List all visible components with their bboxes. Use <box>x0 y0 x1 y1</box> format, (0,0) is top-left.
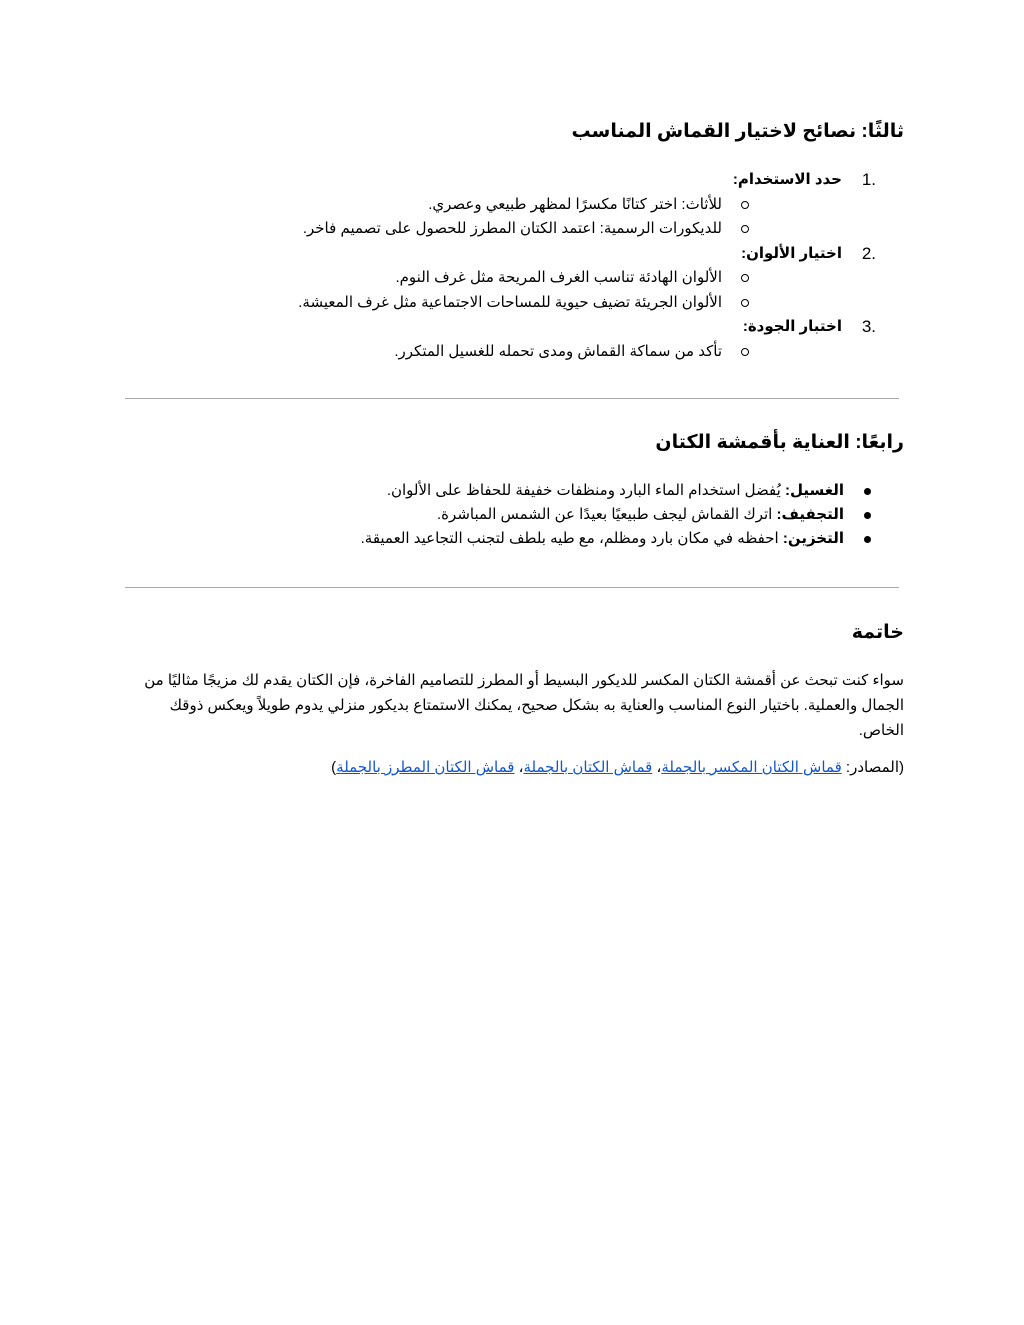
sub-list <box>120 193 842 242</box>
bullet-icon <box>864 512 871 519</box>
numbered-list <box>120 168 904 364</box>
item-number: 3. <box>861 317 876 336</box>
horizontal-divider <box>125 398 899 399</box>
item-label: اختيار الألوان: <box>741 244 842 262</box>
sub-list-item <box>120 266 842 291</box>
sources-line <box>144 755 904 780</box>
hollow-bullet-icon <box>741 201 749 209</box>
sub-item-text: تأكد من سماكة القماش ومدى تحمله للغسيل المتكرر. <box>394 342 722 360</box>
item-number: 1. <box>861 170 876 189</box>
section-linen-care <box>120 431 904 551</box>
bullet-icon <box>864 488 871 495</box>
sub-list-item <box>120 340 842 365</box>
item-label: حدد الاستخدام: <box>732 171 842 188</box>
bullet-icon <box>864 536 871 543</box>
sub-item-text: للديكورات الرسمية: اعتمد الكتان المطرز للحصول على تصميم فاخر. <box>302 220 722 237</box>
bullet-text: اترك القماش ليجف طبيعيًا بعيدًا عن الشمس المباشرة. <box>437 506 777 523</box>
hollow-bullet-icon <box>741 225 749 233</box>
sub-list-item <box>120 193 842 218</box>
section-heading-conclusion: خاتمة <box>851 622 904 643</box>
numbered-item <box>120 168 904 242</box>
numbered-item <box>120 242 904 316</box>
sources-separator: ، <box>514 759 524 776</box>
bullet-list <box>120 479 904 551</box>
bullet-item <box>120 503 904 527</box>
sources-prefix: (المصادر: <box>841 759 904 776</box>
hollow-bullet-icon <box>741 348 749 356</box>
sub-list <box>120 266 842 315</box>
sub-list-item <box>120 291 842 316</box>
bullet-label: التجفيف: <box>776 506 844 523</box>
section-heading-linen-care: رابعًا: العناية بأقمشة الكتان <box>655 432 904 453</box>
item-label: اختبار الجودة: <box>742 318 842 335</box>
source-link-embroidered-linen[interactable]: قماش الكتان المطرز بالجملة <box>336 759 515 776</box>
hollow-bullet-icon <box>741 274 749 282</box>
bullet-text: يُفضل استخدام الماء البارد ومنظفات خفيفة للحفاظ على الألوان. <box>386 482 785 499</box>
bullet-text: احفظه في مكان بارد ومظلم، مع طيه بلطف لتجنب التجاعيد العميقة. <box>360 530 783 547</box>
bullet-label: الغسيل: <box>784 482 844 499</box>
section-heading-fabric-tips: ثالثًا: نصائح لاختيار القماش المناسب <box>571 121 904 142</box>
bullet-label: التخزين: <box>782 530 844 547</box>
conclusion-paragraph: سواء كنت تبحث عن أقمشة الكتان المكسر للديكور البسيط أو المطرز للتصاميم الفاخرة، فإن الكتان يقدم لك مزيجًا مثاليًا من الجمال والعملية. باختيار النوع المناسب والعناية به بشكل صحيح، يمكنك الاستمتاع بديكور منزلي يدوم طويلاً ويعكس ذوقك الخاص. <box>144 672 904 739</box>
bullet-item <box>120 479 904 503</box>
bullet-item <box>120 527 904 551</box>
sub-item-text: الألوان الهادئة تناسب الغرف المريحة مثل غرف النوم. <box>395 269 722 286</box>
sources-separator: ، <box>652 759 662 776</box>
section-conclusion <box>144 621 904 780</box>
horizontal-divider <box>125 587 899 588</box>
source-link-linen[interactable]: قماش الكتان بالجملة <box>523 759 653 776</box>
numbered-item <box>120 315 904 364</box>
sub-item-text: الألوان الجريئة تضيف حيوية للمساحات الاجتماعية مثل غرف المعيشة. <box>298 293 722 311</box>
sub-list <box>120 340 842 365</box>
sub-list-item <box>120 217 842 242</box>
hollow-bullet-icon <box>741 299 749 307</box>
source-link-crinkled-linen[interactable]: قماش الكتان المكسر بالجملة <box>661 759 842 776</box>
sources-suffix: ) <box>331 759 337 776</box>
item-number: 2. <box>861 243 876 263</box>
section-fabric-tips <box>120 120 904 364</box>
sub-item-text: للأثاث: اختر كتانًا مكسرًا لمظهر طبيعي وعصري. <box>428 195 722 213</box>
